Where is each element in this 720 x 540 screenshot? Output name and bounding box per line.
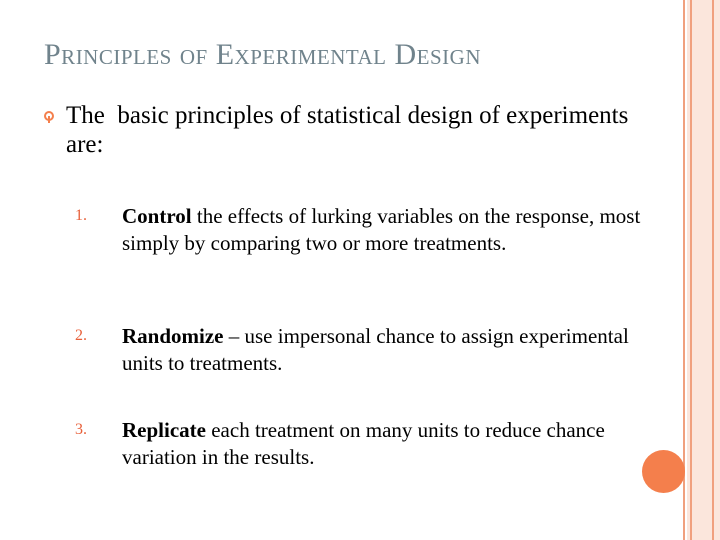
bullet-text: The basic principles of statistical design of experiments are: <box>66 102 635 158</box>
item-body <box>122 203 667 257</box>
item-term: Replicate <box>122 418 206 442</box>
item-term: Randomize <box>122 324 224 348</box>
item-description: the effects of lurking variables on the response, most simply by comparing two or more treatments. <box>122 204 641 255</box>
decorative-stripe-line <box>690 0 692 540</box>
item-description: – use impersonal chance to assign experimental units to treatments. <box>122 324 629 375</box>
item-number: 2. <box>75 327 87 344</box>
decorative-stripe-band <box>687 0 720 540</box>
decorative-stripe-line <box>683 0 685 540</box>
item-number: 3. <box>75 421 87 438</box>
item-number: 1. <box>75 207 87 224</box>
item-description: each treatment on many units to reduce chance variation in the results. <box>122 418 605 469</box>
item-body <box>122 417 667 471</box>
circle-bullet-icon <box>44 111 54 121</box>
item-term: Control <box>122 204 192 228</box>
item-body <box>122 323 667 377</box>
slide-title: Principles of Experimental Design <box>44 38 482 71</box>
decorative-stripe-line <box>712 0 714 540</box>
